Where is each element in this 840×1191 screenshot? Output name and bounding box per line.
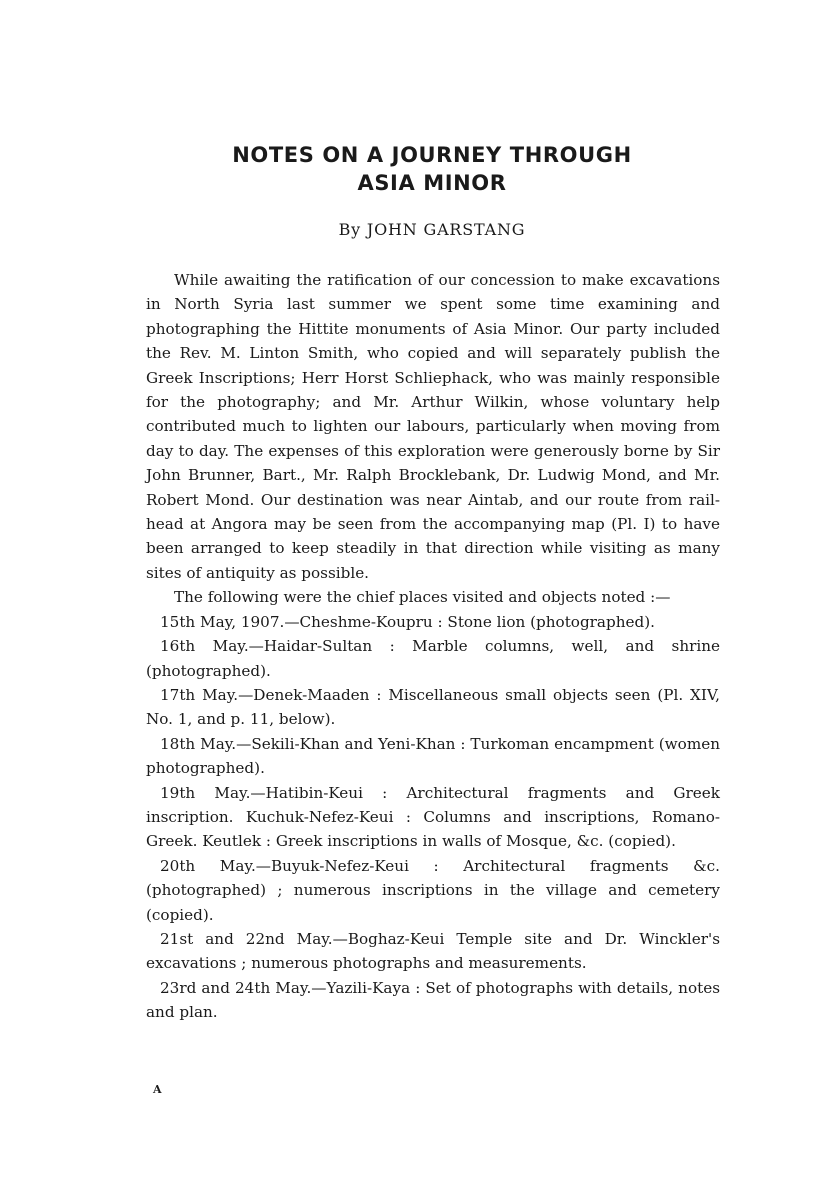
article-title-line-2: ASIA MINOR xyxy=(357,171,507,195)
author-name: JOHN GARSTANG xyxy=(366,220,526,239)
journal-entry: 16th May.—Haidar-Sultan : Marble columns, well, and shrine (photographed). xyxy=(146,637,720,680)
list-intro-paragraph: The following were the chief places visited and objects noted :— xyxy=(174,588,671,607)
intro-paragraph: While awaiting the ratification of our concession to make excavations in North Syria last summer we spent some time examining and photographing the Hittite monuments of Asia Minor. Our party included the Rev. M. Linton Smith, who copied and will separately publish the Greek Inscriptions; Herr Horst Schliephack, who was mainly responsible for the photography; and Mr. Arthur Wilkin, whose voluntary help contributed much to lighten our labours, particularly when moving from day to day. The expenses of this exploration were generously borne by Sir John Brunner, Bart., Mr. Ralph Brocklebank, Dr. Ludwig Mond, and Mr. Robert Mond. Our destination was near Aintab, and our route from rail-head at Angora may be seen from the accompanying map (Pl. I) to have been arranged to keep steadily in that direction while visiting as many sites of antiquity as possible. xyxy=(146,271,720,582)
article-body xyxy=(146,268,720,1025)
byline-prefix: By xyxy=(338,220,362,239)
journal-entry: 20th May.—Buyuk-Nefez-Keui : Architectural fragments &c. (photographed) ; numerous inscriptions in the village and cemetery (copied). xyxy=(146,856,720,924)
article-title-line-1: NOTES ON A JOURNEY THROUGH xyxy=(232,143,632,167)
byline xyxy=(120,218,744,242)
journal-entry: 15th May, 1907.—Cheshme-Koupru : Stone lion (photographed). xyxy=(160,612,655,631)
journal-entry: 18th May.—Sekili-Khan and Yeni-Khan : Turkoman encampment (women photographed). xyxy=(146,734,720,778)
journal-entry: 21st and 22nd May.—Boghaz-Keui Temple site and Dr. Winckler's excavations ; numerous photographs and measurements. xyxy=(146,929,720,973)
journal-entry: 19th May.—Hatibin-Keui : Architectural fragments and Greek inscription. Kuchuk-Nefez-Keui : Columns and inscriptions, Romano-Greek. Keutlek : Greek inscriptions in walls of Mosque, &c. (copied). xyxy=(146,783,720,851)
journal-entry: 17th May.—Denek-Maaden : Miscellaneous small objects seen (Pl. XIV, No. 1, and p. 11, below). xyxy=(146,685,720,729)
signature-mark: A xyxy=(153,1083,162,1096)
journal-entry: 23rd and 24th May.—Yazili-Kaya : Set of photographs with details, notes and plan. xyxy=(146,978,720,1022)
